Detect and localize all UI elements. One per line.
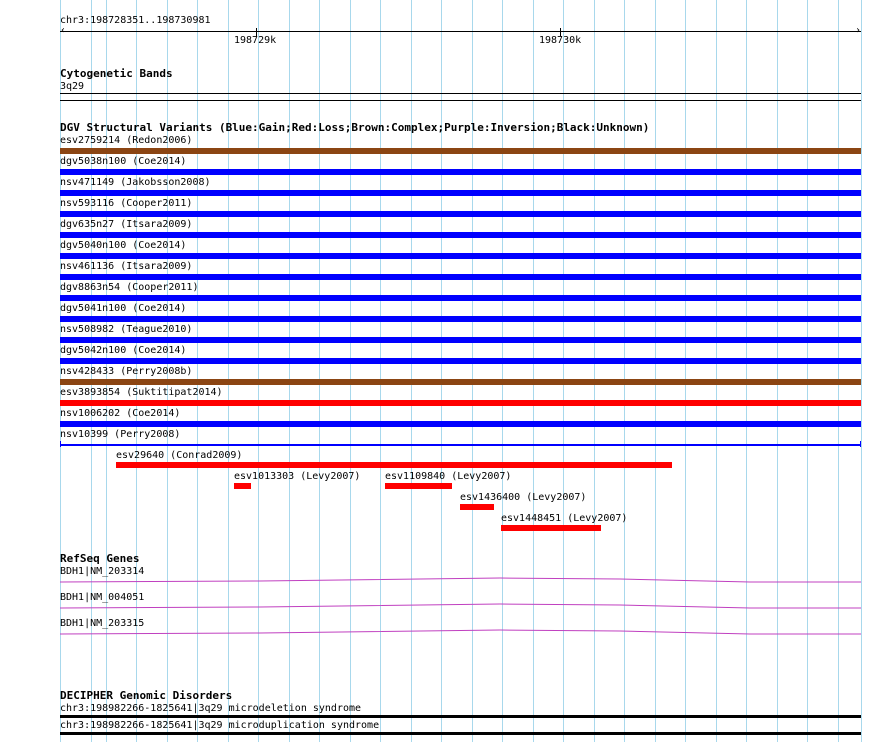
variant-label[interactable]: nsv593116 (Cooper2011) (60, 198, 193, 209)
cytoband-track-title[interactable]: Cytogenetic Bands (60, 67, 173, 80)
variant-bar[interactable] (60, 253, 861, 259)
gene-line[interactable] (60, 602, 861, 610)
variant-label[interactable]: nsv471149 (Jakobsson2008) (60, 177, 211, 188)
ruler-tick-label: 198729k (234, 35, 277, 46)
variant-label[interactable]: dgv8863n54 (Cooper2011) (60, 282, 199, 293)
decipher-label[interactable]: chr3:198982266-1825641|3q29 microdeletion syndrome (60, 703, 362, 714)
variant-bar[interactable] (501, 525, 601, 531)
variant-label[interactable]: dgv5038n100 (Coe2014) (60, 156, 187, 167)
variant-end-tick (60, 441, 61, 447)
gene-line-path (60, 578, 861, 582)
gene-label[interactable]: BDH1|NM_203314 (60, 566, 145, 577)
variant-label[interactable]: esv1436400 (Levy2007) (460, 492, 587, 503)
decipher-bar[interactable] (60, 732, 861, 735)
variant-label[interactable]: nsv461136 (Itsara2009) (60, 261, 193, 272)
variant-bar[interactable] (234, 483, 251, 489)
variant-label[interactable]: nsv508982 (Teague2010) (60, 324, 193, 335)
cytoband-bar-top (60, 93, 861, 94)
variant-label[interactable]: esv1109840 (Levy2007) (385, 471, 512, 482)
gene-line[interactable] (60, 576, 861, 584)
variant-bar[interactable] (60, 295, 861, 301)
gene-label[interactable]: BDH1|NM_004051 (60, 592, 145, 603)
variant-label[interactable]: dgv5041n100 (Coe2014) (60, 303, 187, 314)
variant-bar[interactable] (60, 400, 861, 406)
variant-label[interactable]: dgv635n27 (Itsara2009) (60, 219, 193, 230)
variant-label[interactable]: nsv428433 (Perry2008b) (60, 366, 193, 377)
gene-line[interactable] (60, 628, 861, 636)
gene-label[interactable]: BDH1|NM_203315 (60, 618, 145, 629)
variant-bar[interactable] (60, 169, 861, 175)
variant-label[interactable]: esv1013303 (Levy2007) (234, 471, 361, 482)
gene-line-path (60, 604, 861, 608)
ruler-axis (60, 31, 861, 32)
variant-bar[interactable] (116, 462, 672, 468)
variant-label[interactable]: esv3893854 (Suktitipat2014) (60, 387, 223, 398)
ruler-right-arrow-icon: › (855, 25, 862, 36)
decipher-label[interactable]: chr3:198982266-1825641|3q29 microduplication syndrome (60, 720, 380, 731)
variant-end-tick (860, 441, 861, 447)
variant-bar[interactable] (60, 211, 861, 217)
variant-bar[interactable] (385, 483, 452, 489)
variant-bar[interactable] (60, 316, 861, 322)
variant-bar[interactable] (60, 148, 861, 154)
gene-line-path (60, 630, 861, 634)
ruler-region: chr3:198728351..198730981 (60, 15, 211, 26)
variant-label[interactable]: esv29640 (Conrad2009) (116, 450, 243, 461)
variant-label[interactable]: nsv10399 (Perry2008) (60, 429, 181, 440)
variant-label[interactable]: esv2759214 (Redon2006) (60, 135, 193, 146)
variant-bar[interactable] (60, 358, 861, 364)
grid-line (861, 0, 862, 742)
cytoband-label[interactable]: 3q29 (60, 81, 85, 92)
variant-label[interactable]: dgv5040n100 (Coe2014) (60, 240, 187, 251)
variant-label[interactable]: esv1448451 (Levy2007) (501, 513, 628, 524)
cytoband-bar-bottom (60, 100, 861, 101)
variant-bar[interactable] (60, 379, 861, 385)
variant-bar[interactable] (60, 421, 861, 427)
refseq-track-title[interactable]: RefSeq Genes (60, 552, 140, 565)
variant-bar[interactable] (60, 232, 861, 238)
dgv-track-title[interactable]: DGV Structural Variants (Blue:Gain;Red:Loss;Brown:Complex;Purple:Inversion;Black:Unknown) (60, 121, 650, 134)
decipher-bar[interactable] (60, 715, 861, 718)
variant-label[interactable]: nsv1006202 (Coe2014) (60, 408, 181, 419)
ruler-left-arrow-icon: ‹ (60, 25, 67, 36)
decipher-track-title[interactable]: DECIPHER Genomic Disorders (60, 689, 233, 702)
variant-bar[interactable] (60, 337, 861, 343)
variant-bar[interactable] (60, 190, 861, 196)
variant-bar[interactable] (460, 504, 494, 510)
variant-label[interactable]: dgv5042n100 (Coe2014) (60, 345, 187, 356)
ruler-tick-label: 198730k (539, 35, 582, 46)
variant-bar[interactable] (60, 274, 861, 280)
variant-bar[interactable] (60, 444, 861, 446)
